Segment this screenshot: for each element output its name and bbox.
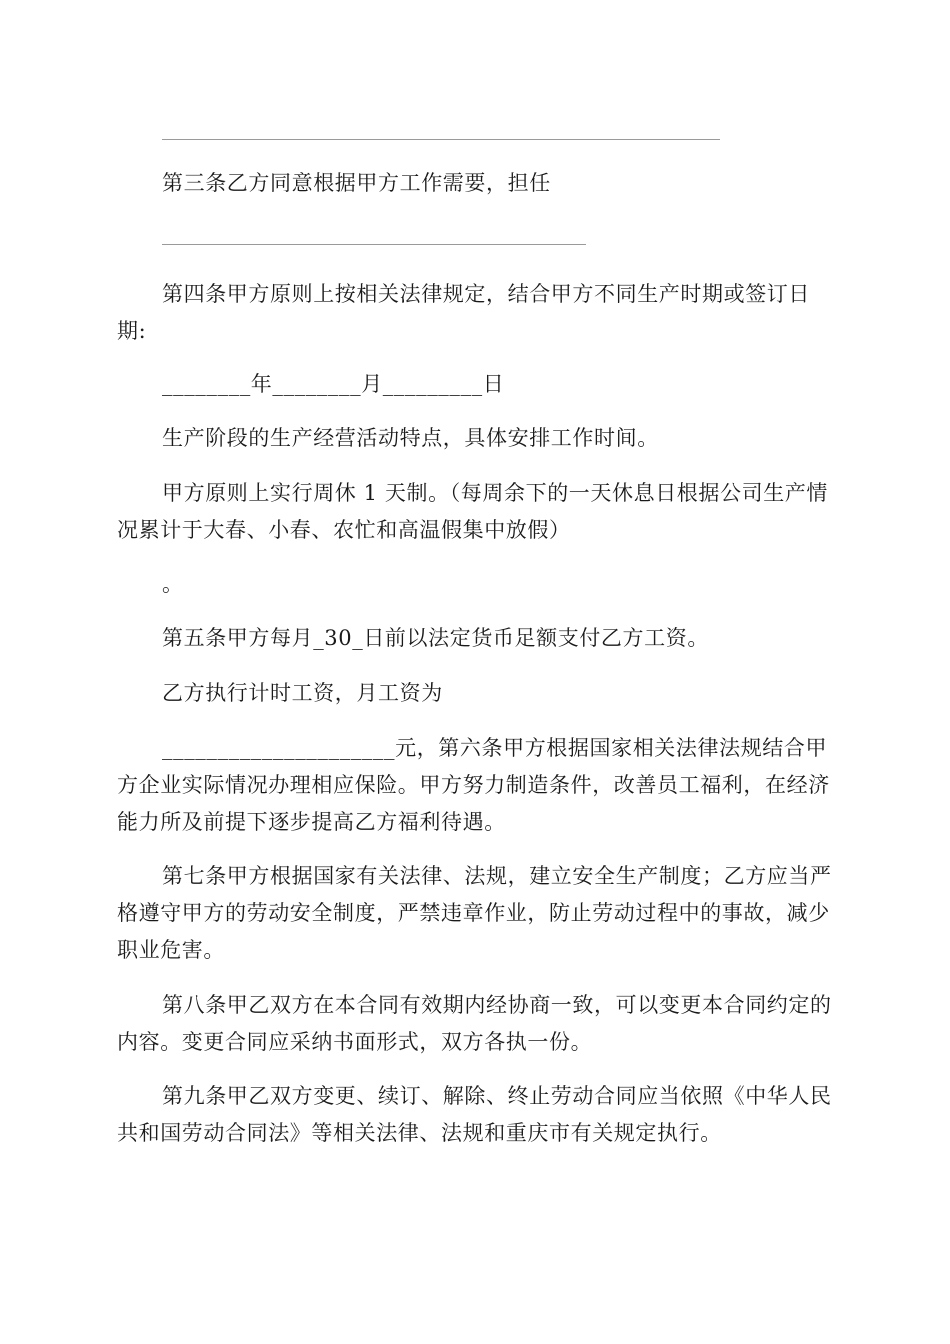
article-7: 第七条甲方根据国家有关法律、法规，建立安全生产制度；乙方应当严格遵守甲方的劳动安全制度，严禁违章作业，防止劳动过程中的事故，减少职业危害。 [117, 864, 832, 962]
blank-line-top [162, 139, 720, 140]
article-4: 第四条甲方原则上按相关法律规定，结合甲方不同生产时期或签订日期: [117, 282, 810, 343]
date-line: ________年________月_________日 [162, 372, 505, 396]
rest-days: 甲方原则上实行周休 1 天制。（每周余下的一天休息日根据公司生产情况累计于大春、小春、农忙和高温假集中放假） [117, 481, 829, 542]
production-stage: 生产阶段的生产经营活动特点，具体安排工作时间。 [162, 426, 659, 450]
period-mark: 。 [162, 572, 184, 596]
article-9: 第九条甲乙双方变更、续订、解除、终止劳动合同应当依照《中华人民共和国劳动合同法》等相关法律、法规和重庆市有关规定执行。 [117, 1084, 832, 1145]
article-3: 第三条乙方同意根据甲方工作需要，担任 [162, 171, 551, 195]
article-6: _____________________元，第六条甲方根据国家相关法律法规结合甲方企业实际情况办理相应保险。甲方努力制造条件，改善员工福利，在经济能力所及前提下逐步提高乙方福利待遇。 [117, 736, 830, 834]
article-5: 第五条甲方每月_30_日前以法定货币足额支付乙方工资。 [162, 626, 709, 650]
article-8: 第八条甲乙双方在本合同有效期内经协商一致，可以变更本合同约定的内容。变更合同应采纳书面形式，双方各执一份。 [117, 993, 832, 1054]
blank-line-position [162, 244, 586, 245]
hourly-wage: 乙方执行计时工资，月工资为 [162, 681, 443, 705]
